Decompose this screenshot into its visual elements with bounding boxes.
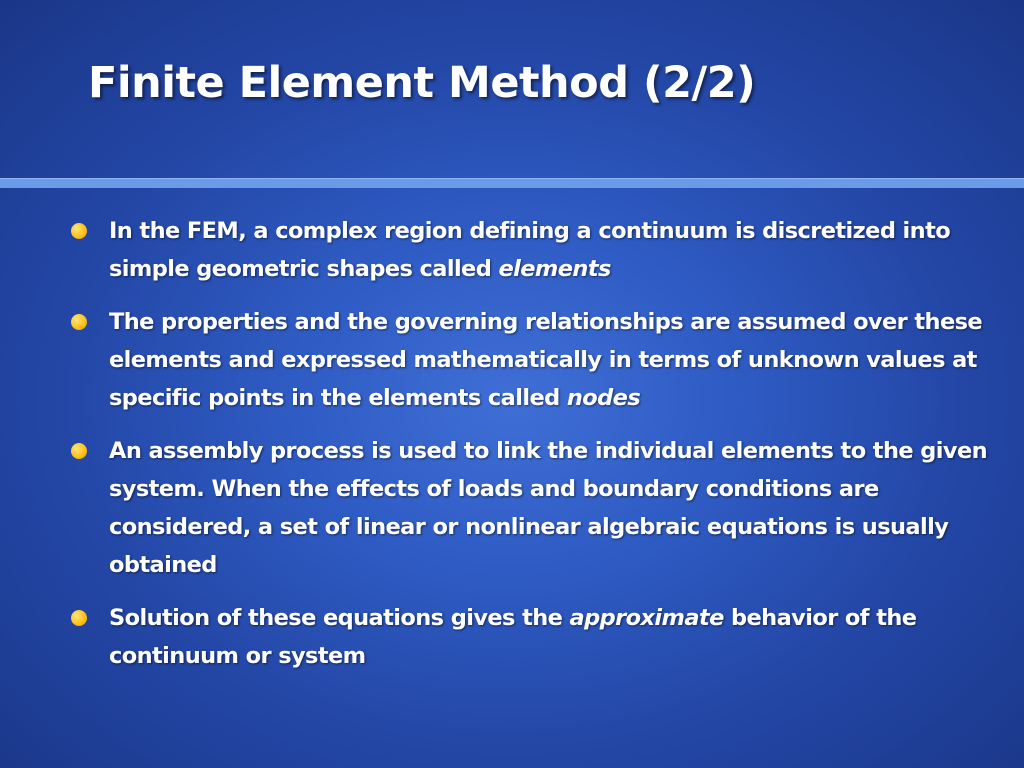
bullet-text-segment: Solution of these equations gives the bbox=[109, 605, 570, 631]
bullet-item bbox=[0, 303, 1024, 417]
bullet-text-segment: The properties and the governing relationships are assumed over these elements and expressed mathematically in terms of unknown values at specific points in the elements called bbox=[109, 309, 983, 411]
bullet-text bbox=[109, 599, 1004, 675]
bullet-item bbox=[0, 599, 1024, 675]
bullet-text bbox=[109, 432, 1004, 584]
bullet-item bbox=[0, 212, 1024, 288]
bullet-text bbox=[109, 212, 1004, 288]
bullet-dot-icon bbox=[71, 610, 87, 626]
bullet-text-segment: An assembly process is used to link the individual elements to the given system. When the effects of loads and boundary conditions are considered, a set of linear or nonlinear algebraic equations is usually obtained bbox=[109, 438, 988, 578]
slide-title: Finite Element Method (2/2) bbox=[88, 58, 756, 108]
bullet-emphasis: nodes bbox=[566, 385, 641, 411]
bullet-dot-icon bbox=[71, 223, 87, 239]
bullet-dot-icon bbox=[71, 314, 87, 330]
bullet-text-segment: In the FEM, a complex region defining a continuum is discretized into simple geometric shapes called bbox=[109, 218, 951, 282]
title-divider bbox=[0, 178, 1024, 188]
bullet-list bbox=[0, 212, 1024, 690]
bullet-text-segment: behavior of the continuum or system bbox=[109, 605, 917, 669]
bullet-item bbox=[0, 432, 1024, 584]
bullet-dot-icon bbox=[71, 443, 87, 459]
bullet-text bbox=[109, 303, 1004, 417]
bullet-emphasis: elements bbox=[498, 256, 611, 282]
bullet-emphasis: approximate bbox=[569, 605, 724, 631]
